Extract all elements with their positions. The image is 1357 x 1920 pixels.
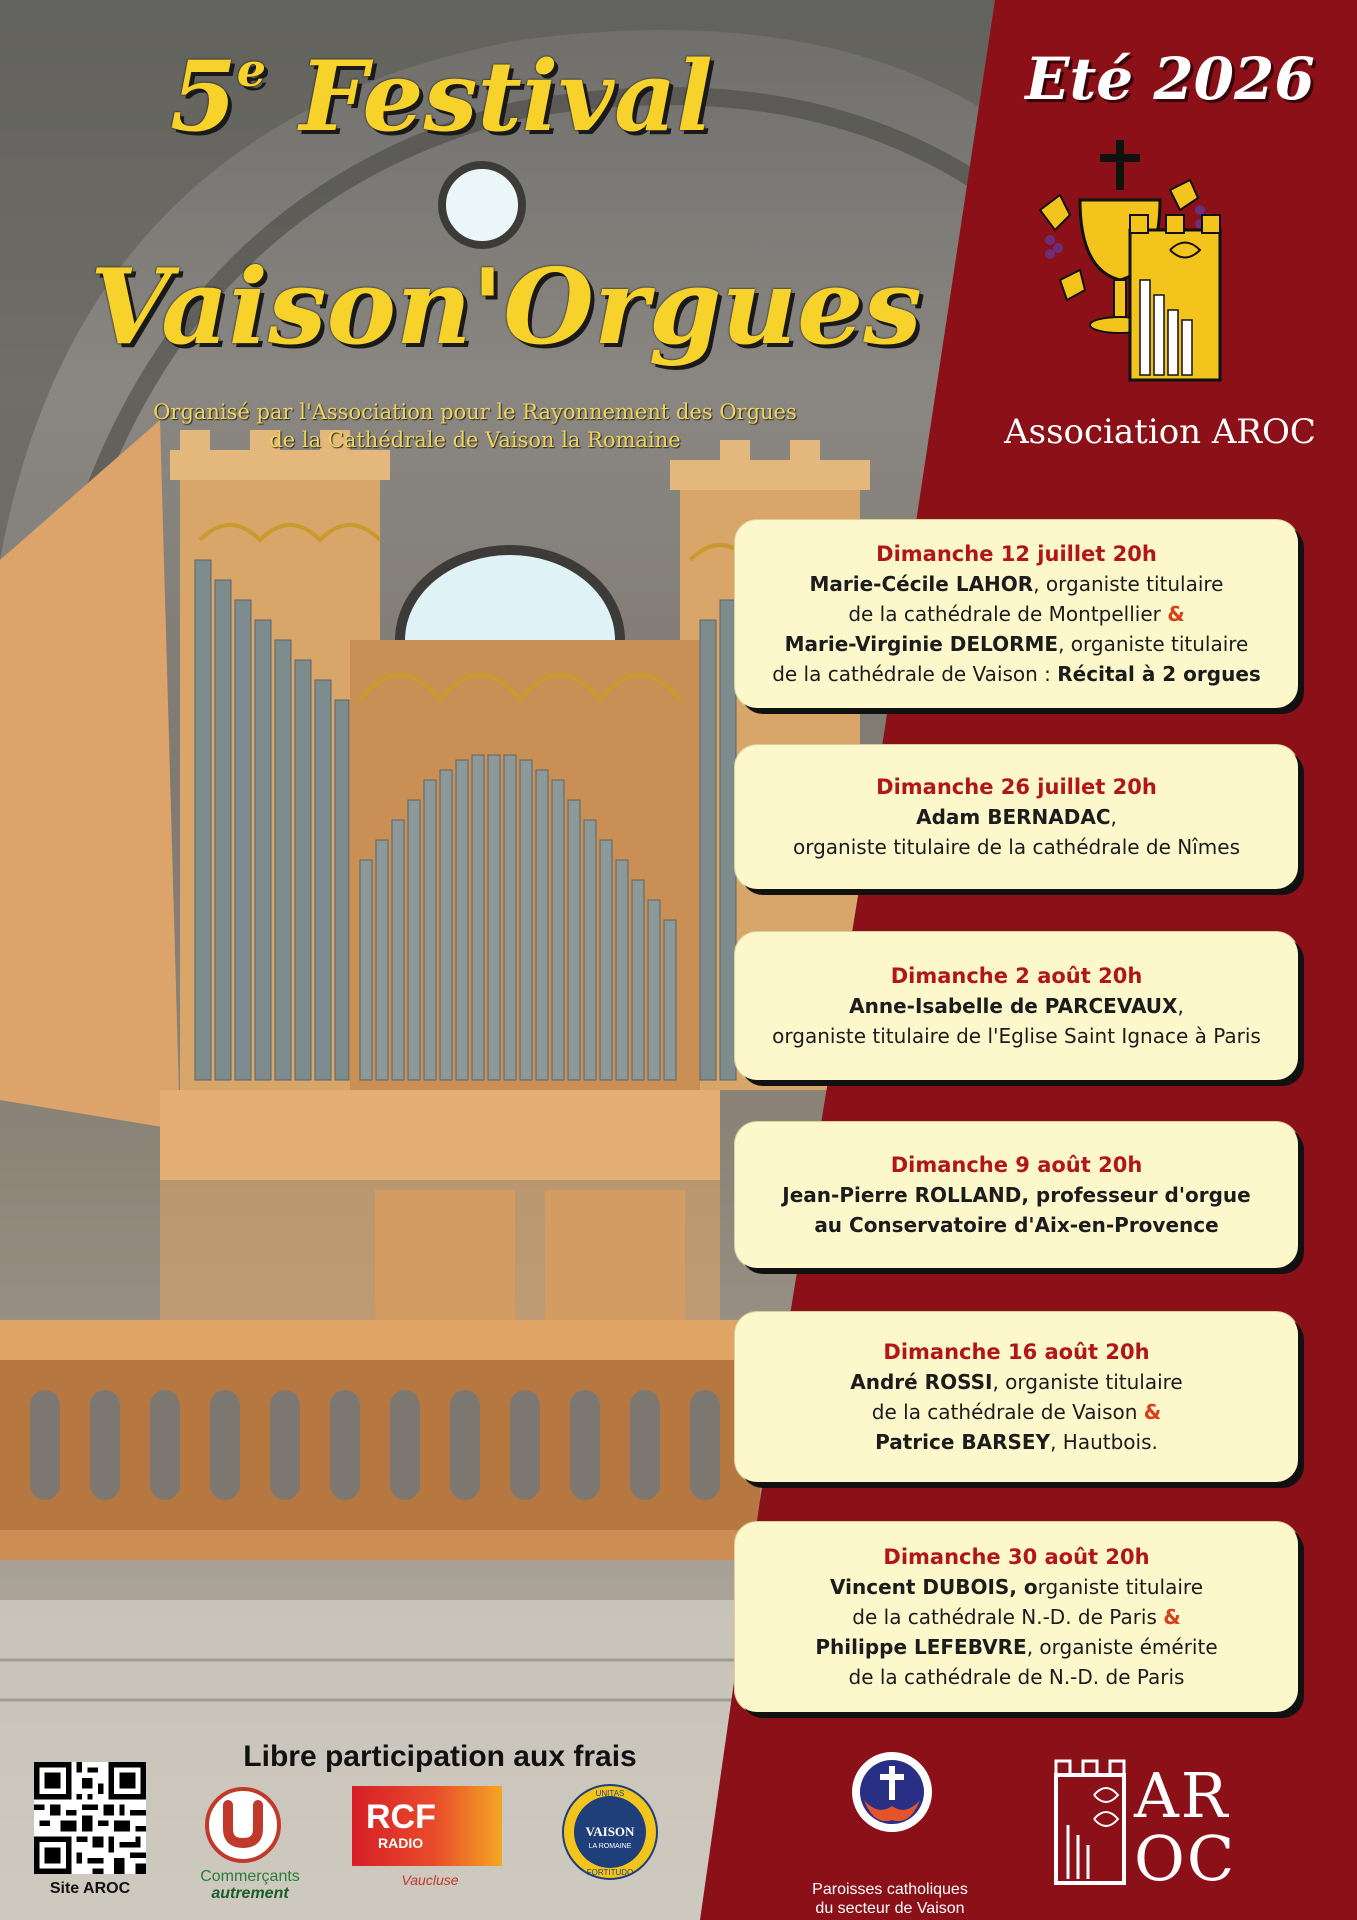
event-performer-line	[745, 991, 1288, 1021]
organizer-subtitle-line-1: Organisé par l'Association pour le Rayonnement des Orgues	[153, 400, 797, 424]
super-u-line-1: Commerçants	[200, 1868, 300, 1885]
event-performer-line	[745, 629, 1288, 659]
aroc-tower-logo-icon	[1050, 1755, 1130, 1885]
festival-word: Festival	[299, 40, 713, 153]
event-card	[735, 745, 1298, 889]
event-performer-line	[745, 1632, 1288, 1662]
event-performer-line	[745, 802, 1288, 832]
qr-code-icon	[34, 1762, 146, 1874]
event-performer-line	[745, 1021, 1288, 1051]
event-date: Dimanche 16 août 20h	[883, 1340, 1150, 1364]
event-performer-line	[745, 569, 1288, 599]
festival-edition-suffix: e	[236, 43, 267, 97]
performer-role: , organiste titulaire	[1033, 572, 1224, 596]
punctuation: ,	[1177, 994, 1184, 1018]
performer-name: Vincent DUBOIS, o	[830, 1575, 1038, 1599]
rcf-region-label: Vaucluse	[401, 1872, 459, 1888]
aroc-wordmark-line-1: AR	[1134, 1759, 1230, 1832]
performer-name: Patrice BARSEY	[875, 1430, 1051, 1454]
event-date: Dimanche 2 août 20h	[890, 964, 1143, 988]
ampersand: &	[1163, 1605, 1181, 1629]
performer-role: au Conservatoire d'Aix-en-Provence	[814, 1213, 1219, 1237]
event-card	[735, 1522, 1298, 1712]
rcf-radio-logo-icon	[352, 1786, 502, 1866]
performer-name: André ROSSI	[850, 1370, 993, 1394]
event-performer-line	[745, 1210, 1288, 1240]
event-card	[735, 932, 1298, 1080]
performer-role: de la cathédrale de Montpellier	[848, 602, 1168, 626]
performer-role: , Hautbois.	[1050, 1430, 1158, 1454]
performer-role: organiste titulaire de la cathédrale de Nîmes	[792, 835, 1241, 859]
event-performer-line	[745, 1662, 1288, 1692]
aroc-emblem-icon	[1020, 130, 1240, 390]
performer-role: de la cathédrale de N.-D. de Paris	[848, 1665, 1185, 1689]
festival-edition-number: 5	[170, 40, 237, 153]
performer-role: de la cathédrale de Vaison :	[772, 662, 1058, 686]
super-u-caption	[180, 1868, 320, 1902]
ampersand: &	[1143, 1400, 1162, 1424]
event-performer-line	[745, 1367, 1288, 1397]
performer-role: , organiste titulaire	[1058, 632, 1249, 656]
event-performer-line	[745, 1397, 1288, 1427]
event-card	[735, 520, 1298, 708]
rcf-label: RCF	[366, 1798, 436, 1836]
free-participation-notice: Libre participation aux frais	[243, 1740, 637, 1773]
association-name: Association AROC	[1004, 412, 1316, 452]
performer-role: organiste titulaire de l'Eglise Saint Ignace à Paris	[772, 1024, 1261, 1048]
event-performer-line	[745, 659, 1288, 689]
paroisses-caption	[780, 1880, 1000, 1918]
event-date: Dimanche 26 juillet 20h	[876, 775, 1157, 799]
seal-bottom-text: FORTITUDO	[586, 1868, 634, 1877]
qr-code-label: Site AROC	[49, 1880, 131, 1897]
organizer-subtitle-line-2: de la Cathédrale de Vaison la Romaine	[269, 428, 681, 452]
event-card	[735, 1122, 1298, 1268]
paroisses-line-2: du secteur de Vaison	[815, 1900, 965, 1917]
paroisses-catholiques-logo-icon	[850, 1750, 934, 1834]
event-date: Dimanche 9 août 20h	[890, 1153, 1143, 1177]
performer-role: , organiste titulaire	[992, 1370, 1183, 1394]
performer-name: Jean-Pierre ROLLAND, professeur d'orgue	[782, 1183, 1251, 1207]
vaison-la-romaine-seal-icon	[560, 1782, 660, 1882]
punctuation: ,	[1110, 805, 1117, 829]
recital-type: Récital à 2 orgues	[1057, 662, 1261, 686]
event-performer-line	[745, 1602, 1288, 1632]
festival-title-line-2: Vaison'Orgues	[90, 245, 922, 368]
seal-top-text: UNITAS	[595, 1789, 625, 1798]
event-performer-line	[745, 1572, 1288, 1602]
performer-name: Marie-Virginie DELORME	[784, 632, 1059, 656]
festival-title-line-1	[170, 40, 713, 153]
ampersand: &	[1167, 602, 1185, 626]
super-u-line-2: autrement	[211, 1885, 289, 1902]
seal-name-text: VAISON	[585, 1824, 635, 1839]
performer-name: Anne-Isabelle de PARCEVAUX	[849, 994, 1178, 1018]
seal-sub-text: LA ROMAINE	[588, 1843, 632, 1850]
performer-name: Philippe LEFEBVRE	[815, 1635, 1027, 1659]
performer-role: de la cathédrale N.-D. de Paris	[852, 1605, 1164, 1629]
event-performer-line	[745, 832, 1288, 862]
event-card	[735, 1312, 1298, 1482]
event-performer-line	[745, 599, 1288, 629]
event-performer-line	[745, 1180, 1288, 1210]
aroc-wordmark-line-2: OC	[1134, 1822, 1237, 1895]
performer-role: rganiste titulaire	[1037, 1575, 1203, 1599]
super-u-logo-icon	[188, 1785, 298, 1865]
event-date: Dimanche 30 août 20h	[883, 1545, 1150, 1569]
season-label: Eté 2026	[1025, 45, 1315, 113]
event-performer-line	[745, 1427, 1288, 1457]
performer-name: Marie-Cécile LAHOR	[809, 572, 1034, 596]
paroisses-line-1: Paroisses catholiques	[812, 1881, 968, 1898]
performer-role: , organiste émérite	[1026, 1635, 1218, 1659]
performer-role: de la cathédrale de Vaison	[871, 1400, 1144, 1424]
rcf-radio-label: RADIO	[378, 1835, 424, 1851]
event-date: Dimanche 12 juillet 20h	[876, 542, 1157, 566]
qr-code[interactable]	[34, 1762, 146, 1874]
performer-name: Adam BERNADAC	[916, 805, 1111, 829]
